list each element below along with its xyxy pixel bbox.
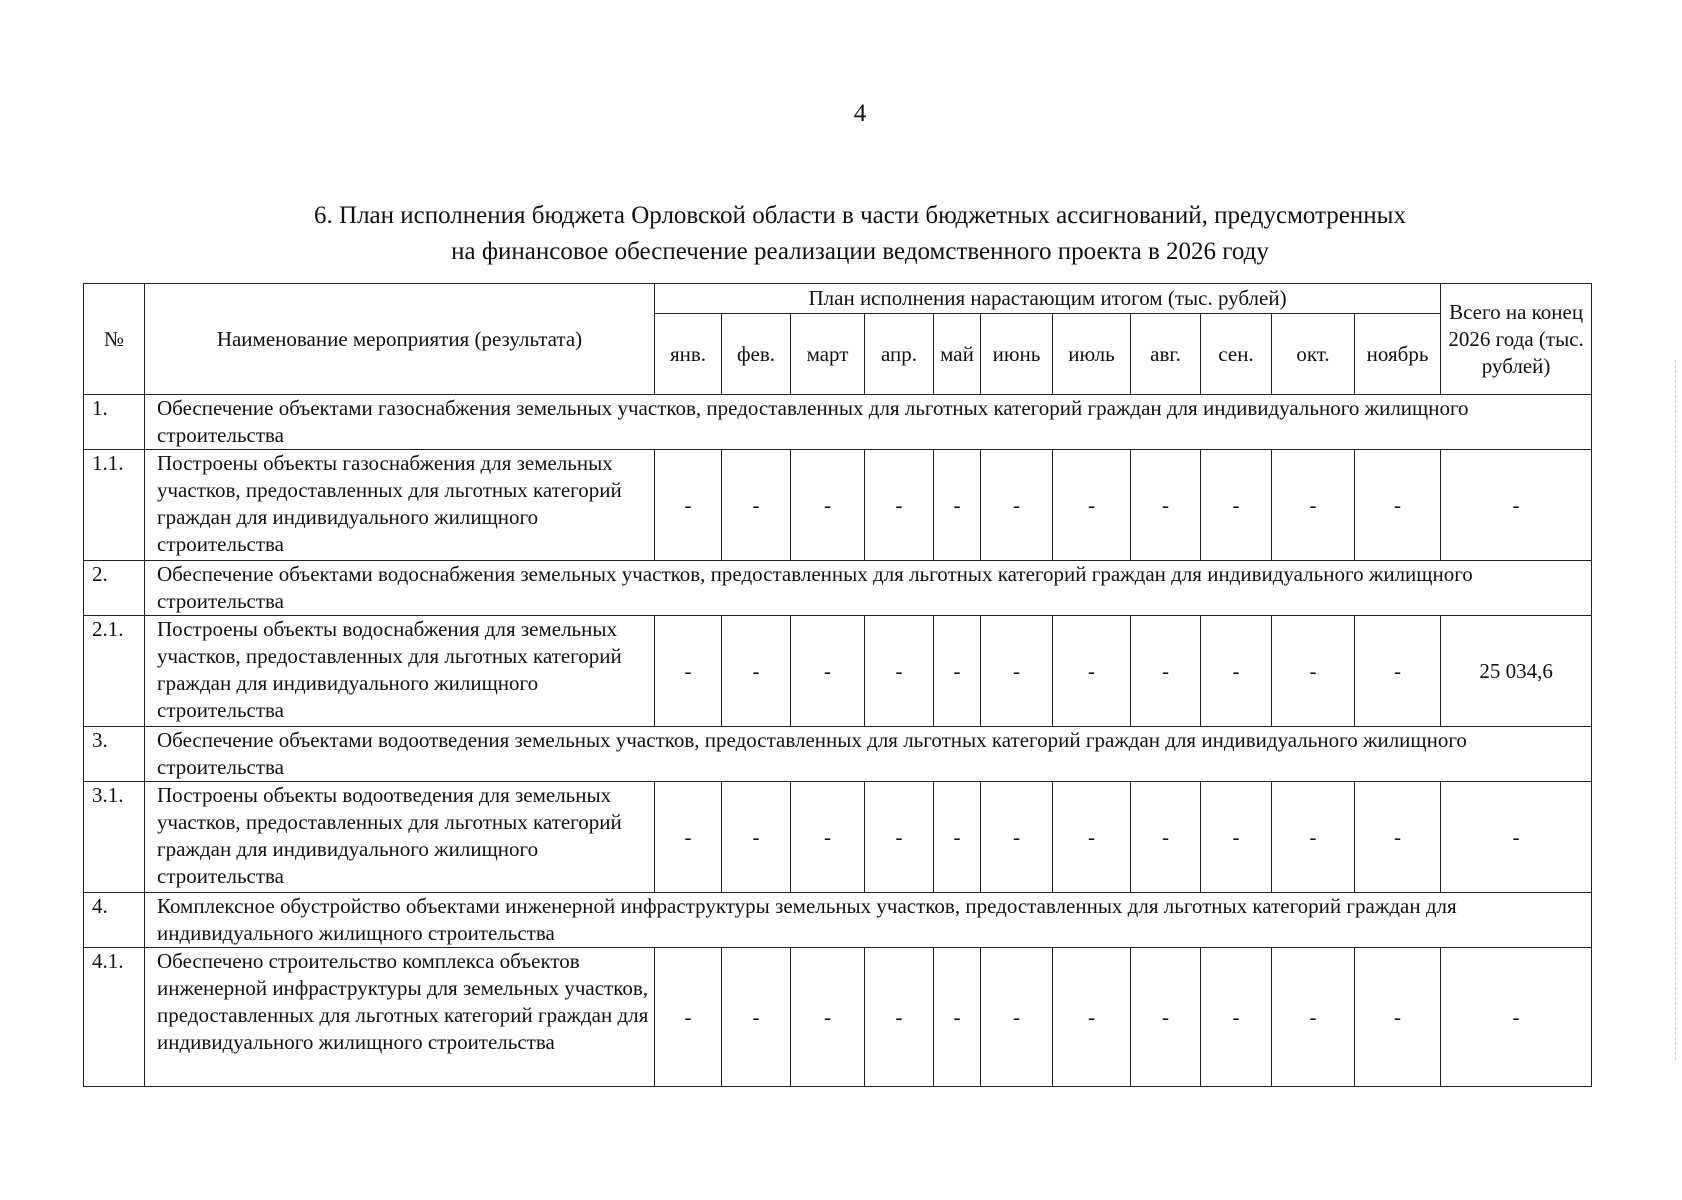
scan-edge-artifact [1675, 360, 1678, 1060]
total-value: - [1441, 948, 1592, 1087]
month-value: - [1201, 616, 1272, 727]
month-value: - [791, 782, 865, 893]
header-month: окт. [1272, 314, 1355, 395]
month-value: - [934, 450, 981, 561]
month-value: - [655, 450, 722, 561]
month-value: - [1201, 948, 1272, 1087]
month-value: - [1053, 616, 1131, 727]
header-month: июль [1053, 314, 1131, 395]
month-value: - [1131, 450, 1201, 561]
month-value: - [655, 948, 722, 1087]
month-value: - [865, 948, 934, 1087]
group-number: 4. [84, 893, 145, 948]
total-value: - [1441, 450, 1592, 561]
month-value: - [655, 782, 722, 893]
item-row [84, 948, 1592, 1087]
document-title [0, 198, 1682, 270]
month-value: - [934, 616, 981, 727]
page-number: 4 [853, 100, 867, 127]
month-value: - [1272, 616, 1355, 727]
item-name: Построены объекты газоснабжения для земельных участков, предоставленных для льготных категорий граждан для индивидуального жилищного строительства [145, 450, 655, 561]
header-month: сен. [1201, 314, 1272, 395]
month-value: - [934, 948, 981, 1087]
month-value: - [981, 782, 1053, 893]
item-row [84, 450, 1592, 561]
item-number: 4.1. [84, 948, 145, 1087]
month-value: - [1053, 948, 1131, 1087]
header-month: июнь [981, 314, 1053, 395]
item-row [84, 616, 1592, 727]
month-value: - [865, 616, 934, 727]
month-value: - [865, 782, 934, 893]
month-value: - [1131, 782, 1201, 893]
month-value: - [1272, 782, 1355, 893]
title-line-2: на финансовое обеспечение реализации ведомственного проекта в 2026 году [451, 238, 1269, 265]
month-value: - [981, 616, 1053, 727]
header-month: авг. [1131, 314, 1201, 395]
item-number: 1.1. [84, 450, 145, 561]
group-number: 2. [84, 561, 145, 616]
month-value: - [1053, 450, 1131, 561]
month-value: - [1272, 450, 1355, 561]
group-name: Обеспечение объектами водоснабжения земельных участков, предоставленных для льготных категорий граждан для индивидуального жилищного строительства [145, 561, 1592, 616]
header-month: ноябрь [1355, 314, 1441, 395]
total-value: 25 034,6 [1441, 616, 1592, 727]
month-value: - [722, 782, 791, 893]
header-plan: План исполнения нарастающим итогом (тыс. рублей) [655, 284, 1441, 314]
month-value: - [1131, 616, 1201, 727]
group-row [84, 395, 1592, 450]
item-number: 2.1. [84, 616, 145, 727]
group-name: Обеспечение объектами газоснабжения земельных участков, предоставленных для льготных категорий граждан для индивидуального жилищного строительства [145, 395, 1592, 450]
group-row [84, 893, 1592, 948]
header-num: № [84, 284, 145, 395]
month-value: - [981, 450, 1053, 561]
month-value: - [1201, 782, 1272, 893]
group-row [84, 561, 1592, 616]
month-value: - [722, 450, 791, 561]
item-name: Построены объекты водоотведения для земельных участков, предоставленных для льготных категорий граждан для индивидуального жилищного строительства [145, 782, 655, 893]
month-value: - [1355, 782, 1441, 893]
header-month: март [791, 314, 865, 395]
month-value: - [1355, 450, 1441, 561]
header-month: май [934, 314, 981, 395]
item-row [84, 782, 1592, 893]
header-row-1 [84, 284, 1592, 314]
month-value: - [791, 948, 865, 1087]
month-value: - [1355, 948, 1441, 1087]
month-value: - [865, 450, 934, 561]
month-value: - [791, 450, 865, 561]
month-value: - [934, 782, 981, 893]
header-month: апр. [865, 314, 934, 395]
month-value: - [655, 616, 722, 727]
month-value: - [791, 616, 865, 727]
month-value: - [1201, 450, 1272, 561]
item-number: 3.1. [84, 782, 145, 893]
header-month: янв. [655, 314, 722, 395]
group-row [84, 727, 1592, 782]
group-name: Обеспечение объектами водоотведения земельных участков, предоставленных для льготных категорий граждан для индивидуального жилищного строительства [145, 727, 1592, 782]
header-total: Всего на конец 2026 года (тыс. рублей) [1441, 284, 1592, 395]
header-name: Наименование мероприятия (результата) [145, 284, 655, 395]
group-number: 3. [84, 727, 145, 782]
item-name: Обеспечено строительство комплекса объектов инженерной инфраструктуры для земельных участков, предоставленных для льготных категорий граждан для индивидуального жилищного строительства [145, 948, 655, 1087]
title-line-1: 6. План исполнения бюджета Орловской области в части бюджетных ассигнований, предусмотренных [314, 202, 1406, 229]
budget-plan-table [83, 283, 1592, 1087]
month-value: - [1053, 782, 1131, 893]
month-value: - [1131, 948, 1201, 1087]
month-value: - [1272, 948, 1355, 1087]
month-value: - [722, 948, 791, 1087]
month-value: - [981, 948, 1053, 1087]
month-value: - [1355, 616, 1441, 727]
total-value: - [1441, 782, 1592, 893]
item-name: Построены объекты водоснабжения для земельных участков, предоставленных для льготных категорий граждан для индивидуального жилищного строительства [145, 616, 655, 727]
group-name: Комплексное обустройство объектами инженерной инфраструктуры земельных участков, предоставленных для льготных категорий граждан для индивидуального жилищного строительства [145, 893, 1592, 948]
header-month: фев. [722, 314, 791, 395]
month-value: - [722, 616, 791, 727]
group-number: 1. [84, 395, 145, 450]
